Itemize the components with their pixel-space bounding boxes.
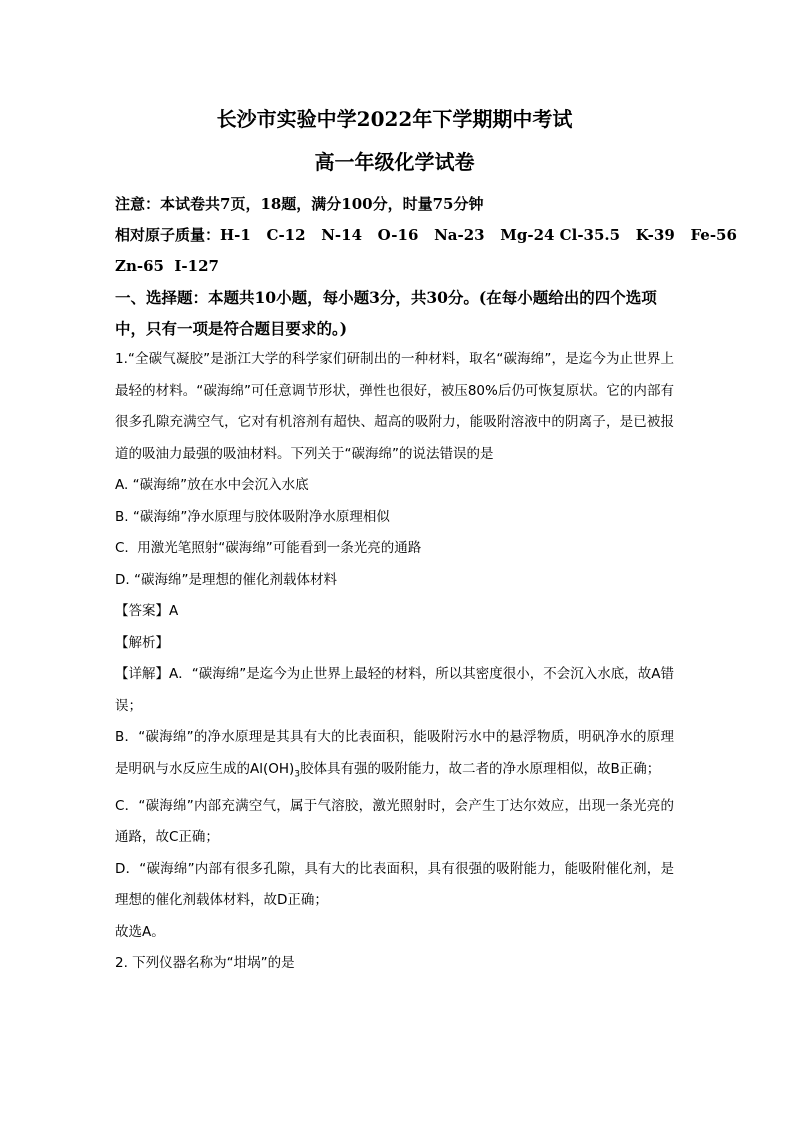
conclusion: 故选A。: [115, 923, 165, 940]
detail-d: D．“碳海绵”内部有很多孔隙，具有大的比表面积，具有很强的吸附能力，能吸附催化剂，是理想的催化剂载体材料，故D正确；: [115, 860, 674, 909]
detail-b: [115, 722, 674, 791]
exam-title: 长沙市实验中学2022年下学期期中考试: [216, 107, 573, 131]
atomic-mass-line-1: 相对原子质量：H-1 C-12 N-14 O-16 Na-23 Mg-24 Cl-35.5 K-39 Fe-56: [115, 226, 737, 244]
question-1-stem: 1.“全碳气凝胶”是浙江大学的科学家们研制出的一种材料，取名“碳海绵”，是迄今为止世界上最轻的材料。“碳海绵”可任意调节形状，弹性也很好，被压80%后仍可恢复原状。它的内部有很多孔隙充满空气，它对有机溶剂有超快、超高的吸附力，能吸附溶液中的阴离子，是已被报道的吸油力最强的吸油材料。下列关于“碳海绵”的说法错误的是: [115, 351, 674, 462]
detail-label: 【详解】: [115, 666, 170, 682]
atomic-mass-line-2: Zn-65 I-127: [115, 257, 219, 275]
question-1-option-b: B. “碳海绵”净水原理与胶体吸附净水原理相似: [115, 508, 390, 525]
detail-a: [115, 659, 674, 722]
exam-subtitle: 高一年级化学试卷: [314, 150, 475, 174]
answer-line: [115, 596, 674, 628]
question-2-stem: 2. 下列仪器名称为“坩埚”的是: [115, 955, 295, 972]
question-1-option-a: A. “碳海绵”放在水中会沉入水底: [115, 477, 309, 493]
notice-line: 注意：本试卷共7页，18题，满分100分，时量75分钟: [115, 195, 484, 213]
detail-a-text: A．“碳海绵”是迄今为止世界上最轻的材料，所以其密度很小，不会沉入水底，故A错误；: [115, 666, 675, 714]
detail-b-pre: B．“碳海绵”的净水原理是其具有大的比表面积，能吸附污水中的悬浮物质，明矾净水的原理是明矾与水反应生成的Al(OH): [115, 729, 674, 777]
answer-value: A: [169, 603, 179, 619]
detail-b-post: 胶体具有强的吸附能力，故二者的净水原理相似，故B正确；: [300, 760, 661, 777]
detail-b-subscript: 3: [294, 769, 301, 780]
detail-c: C．“碳海绵”内部充满空气，属于气溶胶，激光照射时，会产生丁达尔效应，出现一条光亮的通路，故C正确；: [115, 797, 674, 846]
answer-label: 【答案】: [115, 603, 169, 619]
question-1-option-d: D. “碳海绵”是理想的催化剂载体材料: [115, 571, 337, 588]
question-1-option-c: C. 用激光笔照射“碳海绵”可能看到一条光亮的通路: [115, 540, 422, 556]
section-heading: 一、选择题：本题共10小题，每小题3分，共30分。(在每小题给出的四个选项中，只有一项是符合题目要求的。): [115, 288, 657, 338]
analysis-label: 【解析】: [115, 634, 169, 651]
